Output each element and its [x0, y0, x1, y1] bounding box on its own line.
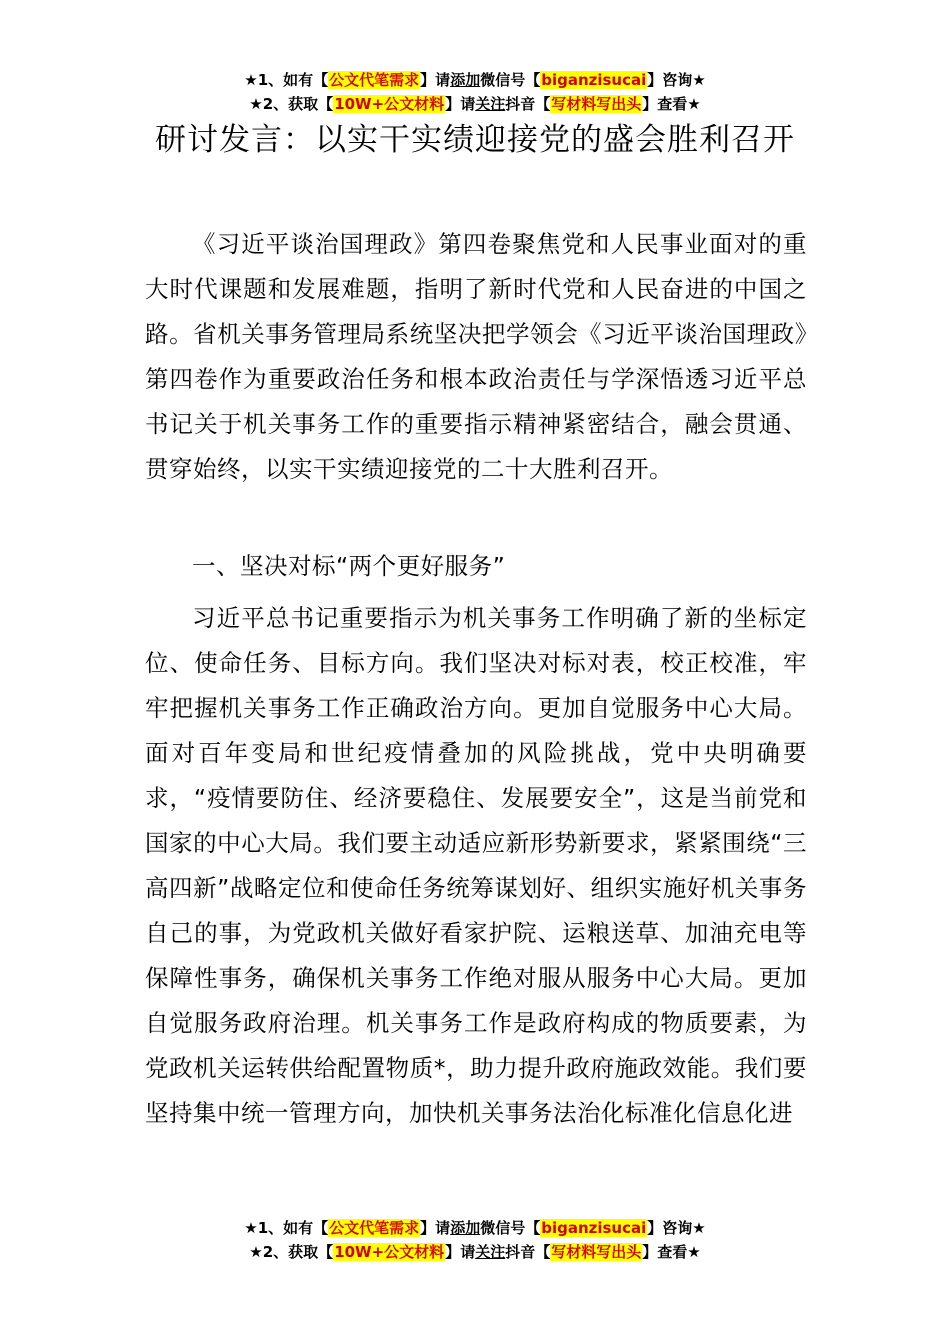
promo-text: 】查看★ [642, 1243, 701, 1261]
promo-text: ★1、如有【 [244, 1219, 329, 1237]
promo-text: 】查看★ [642, 95, 701, 113]
promo-highlight: biganzisucai [541, 1219, 647, 1237]
bottom-promo-banner [0, 1216, 950, 1264]
promo-text: 】请 [420, 1219, 451, 1237]
promo-highlight: 公文代笔需求 [329, 1219, 420, 1237]
promo-text: 微信号【 [480, 1219, 541, 1237]
promo-text: 】请 [445, 95, 476, 113]
promo-highlight: 公文代笔需求 [329, 71, 420, 89]
promo-underline: 添加 [450, 1219, 481, 1237]
body-paragraph: 《习近平谈治国理政》第四卷聚焦党和人民事业面对的重大时代课题和发展难题，指明了新时代党和人民奋进的中国之路。省机关事务管理局系统坚决把学领会《习近平谈治国理政》第四卷作为重要政治任务和根本政治责任与学深悟透习近平总书记关于机关事务工作的重要指示精神紧密结合，融会贯通、贯穿始终，以实干实绩迎接党的二十大胜利召开。 [145, 230, 807, 483]
promo-line-2 [0, 1240, 950, 1264]
promo-line-1 [0, 68, 950, 92]
promo-text: 微信号【 [480, 71, 541, 89]
promo-line-2 [0, 92, 950, 116]
promo-underline: 关注 [475, 1243, 506, 1261]
top-promo-banner [0, 68, 950, 116]
promo-text: 】咨询★ [647, 71, 706, 89]
promo-highlight: 写材料写出头 [551, 1243, 642, 1261]
section-heading: 一、坚决对标“两个更好服务” [192, 552, 506, 580]
promo-text: ★2、获取【 [249, 1243, 334, 1261]
body-paragraph: 习近平总书记重要指示为机关事务工作明确了新的坐标定位、使命任务、目标方向。我们坚决对标对表，校正校准，牢牢把握机关事务工作正确政治方向。更加自觉服务中心大局。面对百年变局和世纪疫情叠加的风险挑战，党中央明确要求，“疫情要防住、经济要稳住、发展要安全”，这是当前党和国家的中心大局。我们要主动适应新形势新要求，紧紧围绕“三高四新”战略定位和使命任务统筹谋划好、组织实施好机关事务自己的事，为党政机关做好看家护院、运粮送草、加油充电等保障性事务，确保机关事务工作绝对服从服务中心大局。更加自觉服务政府治理。机关事务工作是政府构成的物质要素，为党政机关运转供给配置物质*，助力提升政府施政效能。我们要坚持集中统一管理方向，加快机关事务法治化标准化信息化进 [145, 604, 807, 1127]
promo-highlight: 10W+公文材料 [334, 95, 445, 113]
promo-text: 抖音【 [505, 95, 551, 113]
promo-text: ★1、如有【 [244, 71, 329, 89]
promo-highlight: 10W+公文材料 [334, 1243, 445, 1261]
promo-text: 】请 [420, 71, 451, 89]
promo-text: ★2、获取【 [249, 95, 334, 113]
promo-highlight: biganzisucai [541, 71, 647, 89]
promo-highlight: 写材料写出头 [551, 95, 642, 113]
promo-text: 】请 [445, 1243, 476, 1261]
promo-text: 抖音【 [505, 1243, 551, 1261]
document-title: 研讨发言：以实干实绩迎接党的盛会胜利召开 [155, 122, 795, 158]
promo-line-1 [0, 1216, 950, 1240]
promo-underline: 添加 [450, 71, 481, 89]
promo-underline: 关注 [475, 95, 506, 113]
promo-text: 】咨询★ [647, 1219, 706, 1237]
document-body [145, 222, 807, 1136]
